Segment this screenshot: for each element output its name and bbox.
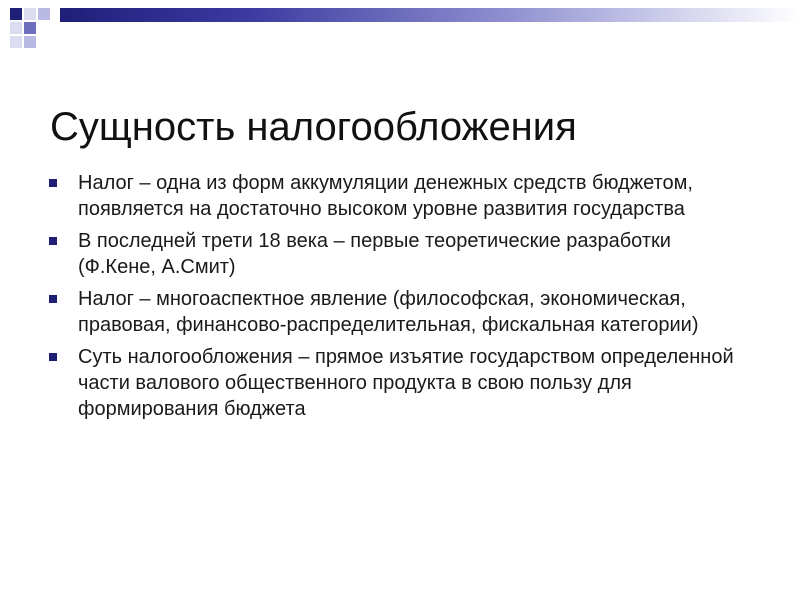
deco-square-icon: [24, 8, 36, 20]
slide-title: Сущность налогообложения: [50, 104, 577, 149]
deco-square-icon: [10, 8, 22, 20]
square-bullet-icon: [49, 353, 57, 361]
deco-square-icon: [10, 22, 22, 34]
bullet-text: Суть налогообложения – прямое изъятие государством определенной части валового общественного продукта в свою пользу для формирования бюджета: [78, 346, 734, 420]
list-item: [40, 228, 738, 280]
deco-square-icon: [10, 36, 22, 48]
square-bullet-icon: [49, 237, 57, 245]
header-gradient-band: [60, 8, 800, 22]
bullet-list: [40, 170, 760, 428]
square-bullet-icon: [49, 295, 57, 303]
list-item: [40, 344, 738, 422]
bullet-text: В последней трети 18 века – первые теоретические разработки (Ф.Кене, А.Смит): [78, 230, 671, 278]
header-decoration: [0, 0, 800, 60]
list-item: [40, 286, 738, 338]
square-bullet-icon: [49, 179, 57, 187]
bullet-text: Налог – многоаспектное явление (философская, экономическая, правовая, финансово-распределительная, фискальная категории): [78, 288, 699, 336]
deco-square-icon: [24, 36, 36, 48]
list-item: [40, 170, 738, 222]
deco-square-icon: [24, 22, 36, 34]
deco-square-icon: [38, 8, 50, 20]
bullet-text: Налог – одна из форм аккумуляции денежных средств бюджетом, появляется на достаточно высоком уровне развития государства: [78, 172, 693, 220]
